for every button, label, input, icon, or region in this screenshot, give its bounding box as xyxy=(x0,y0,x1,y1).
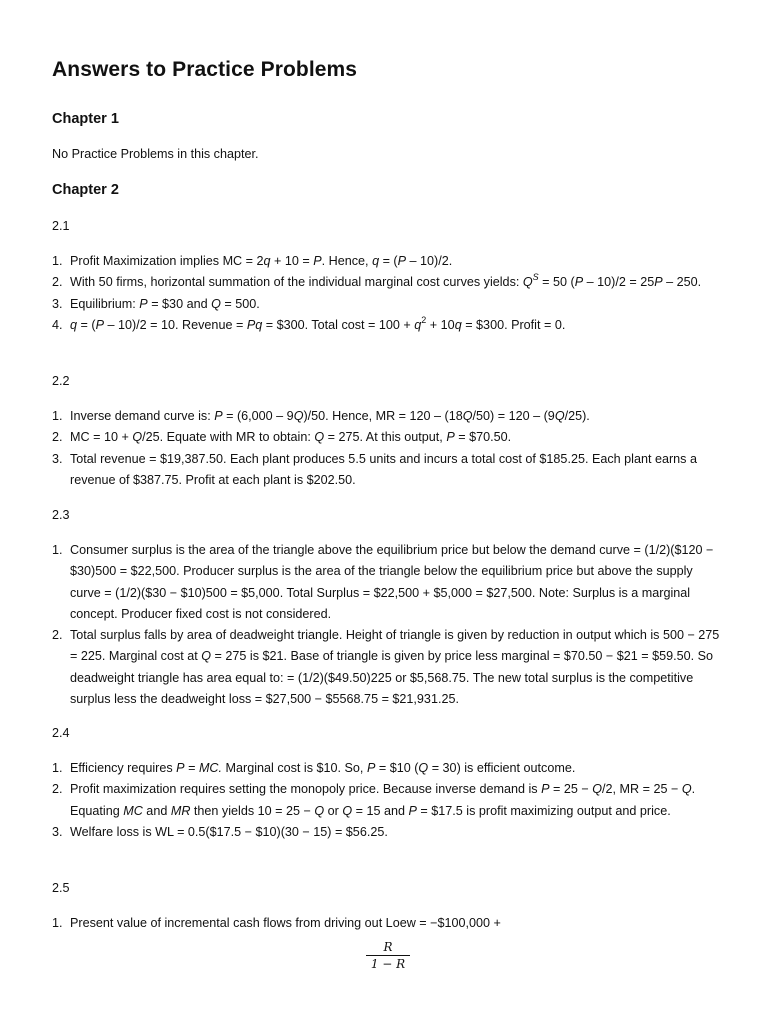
answer-list-2-2 xyxy=(52,406,720,491)
section-label-2-2: 2.2 xyxy=(52,374,70,388)
chapter-1-text: No Practice Problems in this chapter. xyxy=(52,147,259,161)
item-text: Profit Maximization implies MC = 2q + 10 = P. Hence, q = (P – 10)/2. xyxy=(70,254,453,268)
answer-list-2-4 xyxy=(52,758,720,843)
answer-item xyxy=(52,822,720,843)
page-title: Answers to Practice Problems xyxy=(52,58,358,81)
item-text: Consumer surplus is the area of the triangle above the equilibrium price but below the demand curve = (1/2)($120 − $30)500 = $22,500. Producer surplus is the area of the triangle below the equilibrium price but above the supply curve = (1/2)($30 − $10)500 = $5,000. Total Surplus = $22,500 + $5,000 = $27,500. Note: Surplus is a marginal concept. Producer fixed cost is not considered. xyxy=(70,543,714,621)
item-number: 1. xyxy=(52,543,63,557)
answer-item xyxy=(52,540,720,625)
fraction-formula xyxy=(366,940,410,971)
answer-item xyxy=(52,315,720,336)
item-number: 3. xyxy=(52,296,63,311)
item-text: With 50 firms, horizontal summation of the individual marginal cost curves yields: $Q^S = 50$ (P – 10)/2 = 25P – 250. xyxy=(70,272,702,290)
item-number: 1. xyxy=(52,254,63,268)
item-text: q = (P – 10)/2 = 10. Revenue = Pq = $300. Total $\cos t = 100 + q^2 + 10q$ = $300. Profit = 0. xyxy=(70,314,566,332)
answer-item xyxy=(52,272,720,293)
item-number: 1. xyxy=(52,761,63,775)
chapter-1-heading: Chapter 1 xyxy=(52,111,119,127)
item-number: 1. xyxy=(52,916,63,930)
section-label-2-5: 2.5 xyxy=(52,881,70,895)
answer-item xyxy=(52,294,720,315)
answer-list-2-3 xyxy=(52,540,720,710)
answer-item xyxy=(52,449,720,492)
fraction-numerator: R xyxy=(383,940,393,954)
fraction-denominator: 1 − R xyxy=(370,957,406,971)
section-label-2-4: 2.4 xyxy=(52,726,70,740)
item-text: Efficiency requires P = MC. Marginal cost is $10. So, P = $10 (Q = 30) is efficient outcome. xyxy=(70,761,576,775)
answer-item xyxy=(52,251,720,272)
item-number: 1. xyxy=(52,409,63,423)
item-text: Inverse demand curve is: P = (6,000 – 9Q)/50. Hence, MR = 120 – (18Q/50) = 120 – (9Q/25). xyxy=(70,409,590,423)
item-text: Total surplus falls by area of deadweight triangle. Height of triangle is given by reduction in output which is 500 − 275 = 225. Marginal cost at Q = 275 is $21. Base of triangle is given by price less marginal = $70.50 − $21 = $59.50. So deadweight triangle has area equal to: = (1/2)($49.50)225 or $5,568.75. The new total surplus is the competitive surplus less the deadweight loss = $27,500 − $5568.75 = $21,931.25. xyxy=(70,628,720,707)
item-text: MC = 10 + Q/25. Equate with MR to obtain: Q = 275. At this output, P = $70.50. xyxy=(70,430,512,445)
answer-item xyxy=(52,406,720,427)
item-number: 3. xyxy=(52,451,63,466)
item-text: Present value of incremental cash flows from driving out Loew = −$100,000 + xyxy=(70,916,501,930)
section-label-2-1: 2.1 xyxy=(52,219,70,233)
item-number: 2. xyxy=(52,275,63,290)
item-number: 2. xyxy=(52,430,63,445)
chapter-2-heading: Chapter 2 xyxy=(52,182,119,198)
answer-item xyxy=(52,427,720,448)
item-number: 2. xyxy=(52,782,63,797)
answer-item xyxy=(52,625,720,710)
item-text: Equilibrium: P = $30 and Q = 500. xyxy=(70,296,260,311)
answer-item xyxy=(52,913,720,934)
section-label-2-3: 2.3 xyxy=(52,508,70,522)
answer-item xyxy=(52,779,720,822)
answer-list-2-5 xyxy=(52,913,720,934)
item-number: 3. xyxy=(52,824,63,839)
item-number: 4. xyxy=(52,317,63,332)
item-number: 2. xyxy=(52,628,63,643)
item-text: Profit maximization requires setting the monopoly price. Because inverse demand is P = 25 − Q/2, MR = 25 − Q. Equating MC and MR then yields 10 = 25 − Q or Q = 15 and P = $17.5 is profit maximizing output and price. xyxy=(70,782,696,818)
answer-item xyxy=(52,758,720,779)
item-text: Welfare loss is WL = 0.5($17.5 − $10)(30 − 15) = $56.25. xyxy=(70,824,388,839)
item-text: Total revenue = $19,387.50. Each plant produces 5.5 units and incurs a total cost of $185.25. Each plant earns a revenue of $387.75. Profit at each plant is $202.50. xyxy=(70,451,697,487)
fraction-bar xyxy=(366,955,410,956)
answer-list-2-1 xyxy=(52,251,720,336)
